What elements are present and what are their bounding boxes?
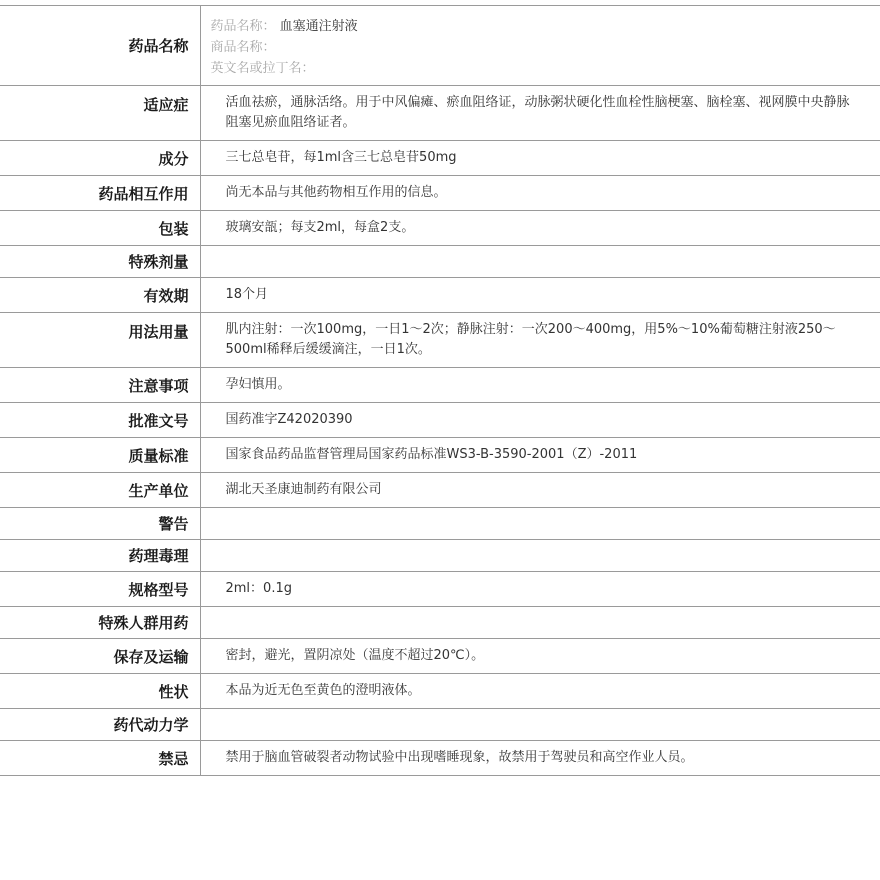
indications-row: [0, 86, 880, 141]
trade-name-key: 商品名称：: [210, 40, 276, 55]
generic-name-value: 血塞通注射液: [279, 19, 358, 34]
generic-name-line: [211, 16, 871, 37]
appearance-row: [0, 674, 880, 709]
trade-name-line: [211, 37, 871, 58]
indications-label: 适应症: [0, 86, 200, 141]
expiry-value: 18个月: [225, 287, 269, 302]
manufacturer-value: 湖北天圣康迪制药有限公司: [225, 482, 382, 497]
warning-value: [200, 508, 880, 540]
pharmacokinetics-value: [200, 709, 880, 741]
packaging-value: 玻璃安瓿；每支2ml，每盒2支。: [225, 220, 415, 235]
dosage-row: [0, 313, 880, 368]
packaging-row: [0, 211, 880, 246]
specification-label: 规格型号: [0, 572, 200, 607]
quality-standard-value: 国家食品药品监督管理局国家药品标准WS3-B-3590-2001（Z）-2011: [225, 447, 638, 462]
appearance-value: 本品为近无色至黄色的澄明液体。: [225, 683, 421, 698]
approval-number-label: 批准文号: [0, 403, 200, 438]
storage-value: 密封，避光，置阴凉处（温度不超过20℃）。: [225, 648, 485, 663]
special-population-label: 特殊人群用药: [0, 607, 200, 639]
drug-name-label: 药品名称: [0, 6, 200, 86]
warning-label: 警告: [0, 508, 200, 540]
generic-name-key: 药品名称：: [210, 19, 276, 34]
special-population-value: [200, 607, 880, 639]
dosage-label: 用法用量: [0, 313, 200, 368]
expiry-row: [0, 278, 880, 313]
ingredients-row: [0, 141, 880, 176]
specification-value: 2ml：0.1g: [225, 581, 292, 596]
precautions-value: 孕妇慎用。: [225, 377, 291, 392]
expiry-label: 有效期: [0, 278, 200, 313]
specification-row: [0, 572, 880, 607]
warning-row: [0, 508, 880, 540]
english-name-line: [211, 58, 871, 79]
storage-row: [0, 639, 880, 674]
ingredients-label: 成分: [0, 141, 200, 176]
contraindications-row: [0, 741, 880, 776]
interactions-value: 尚无本品与其他药物相互作用的信息。: [225, 185, 447, 200]
quality-standard-label: 质量标准: [0, 438, 200, 473]
precautions-label: 注意事项: [0, 368, 200, 403]
manufacturer-row: [0, 473, 880, 508]
quality-standard-row: [0, 438, 880, 473]
drug-name-row: [0, 6, 880, 86]
storage-label: 保存及运输: [0, 639, 200, 674]
dosage-value: 肌内注射：一次100mg，一日1～2次；静脉注射：一次200～400mg，用5%～10%葡萄糖注射液250～500ml稀释后缓缓滴注，一日1次。: [225, 322, 836, 357]
special-dosage-value: [200, 246, 880, 278]
indications-value: 活血祛瘀，通脉活络。用于中风偏瘫、瘀血阻络证，动脉粥状硬化性血栓性脑梗塞、脑栓塞、视网膜中央静脉阻塞见瘀血阻络证者。: [225, 95, 850, 130]
special-dosage-label: 特殊剂量: [0, 246, 200, 278]
drug-info-table: [0, 5, 880, 776]
pharmacokinetics-row: [0, 709, 880, 741]
special-population-row: [0, 607, 880, 639]
interactions-row: [0, 176, 880, 211]
interactions-label: 药品相互作用: [0, 176, 200, 211]
contraindications-value: 禁用于脑血管破裂者动物试验中出现嗜睡现象，故禁用于驾驶员和高空作业人员。: [225, 750, 694, 765]
pharmacology-value: [200, 540, 880, 572]
english-name-key: 英文名或拉丁名：: [210, 61, 315, 76]
pharmacology-label: 药理毒理: [0, 540, 200, 572]
packaging-label: 包装: [0, 211, 200, 246]
precautions-row: [0, 368, 880, 403]
approval-number-row: [0, 403, 880, 438]
approval-number-value: 国药准字Z42020390: [225, 412, 353, 427]
special-dosage-row: [0, 246, 880, 278]
appearance-label: 性状: [0, 674, 200, 709]
pharmacokinetics-label: 药代动力学: [0, 709, 200, 741]
manufacturer-label: 生产单位: [0, 473, 200, 508]
pharmacology-row: [0, 540, 880, 572]
ingredients-value: 三七总皂苷，每1ml含三七总皂苷50mg: [225, 150, 457, 165]
contraindications-label: 禁忌: [0, 741, 200, 776]
drug-name-values: [200, 6, 880, 86]
